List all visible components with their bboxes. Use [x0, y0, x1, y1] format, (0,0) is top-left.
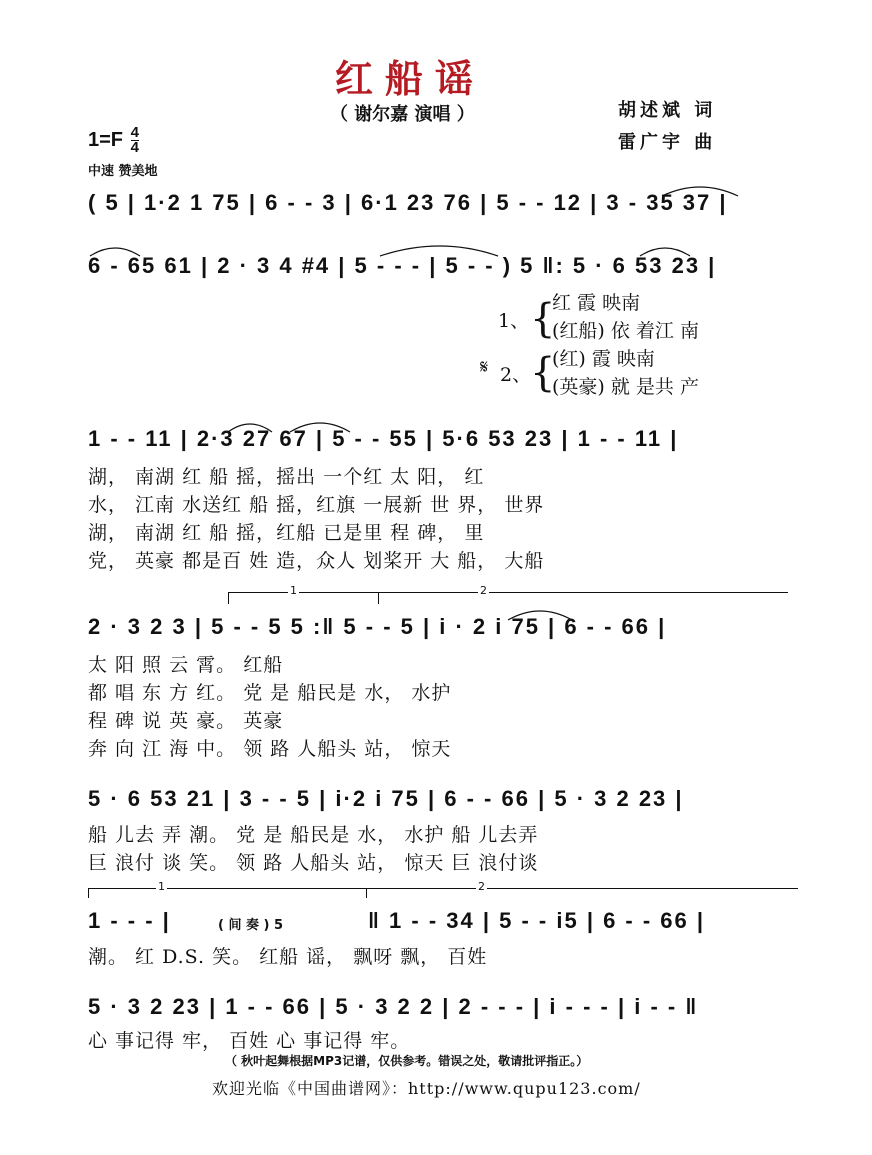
- score-row-4: 2 · 3 2 3 | 5 - - 5 5 :‖ 5 - - 5 | i · 2 i 75 | 6 - - 66 |: [88, 614, 667, 639]
- volta-2-number-b: 2: [478, 880, 485, 893]
- tempo-marking: 中速 赞美地: [88, 164, 158, 179]
- verse-line-1: 红 霞 映南: [552, 292, 641, 314]
- segno-sign: 𝄋: [480, 356, 489, 378]
- verse-1-brace: {: [530, 296, 556, 342]
- lyric-row-4-2: 都 唱 东 方 红。 党 是 船民是 水， 水护: [88, 682, 452, 704]
- verse-line-3: (红) 霞 映南: [552, 348, 655, 370]
- slur-3: [380, 246, 498, 256]
- score-row-2: 6 - 65 61 | 2 · 3 4 #4 | 5 - - - | 5 - - ) 5 ‖: 5 · 6 53 23 |: [88, 253, 717, 278]
- verse-line-2: (红船) 依 着江 南: [552, 320, 699, 342]
- lyricist-credit: 胡述斌 词: [618, 100, 717, 121]
- site-footer: 欢迎光临《中国曲谱网》：http://www.qupu123.com/: [212, 1079, 641, 1098]
- time-denominator: 4: [130, 139, 139, 156]
- score-row-6a: 1 - - - |: [88, 908, 171, 933]
- key-label: 1=F: [88, 128, 124, 151]
- lyric-row-4-1: 太 阳 照 云 霄。 红船: [88, 654, 284, 676]
- volta-1-number-b: 1: [158, 880, 165, 893]
- lyric-row-3-3: 湖， 南湖 红 船 摇，红船 已是里 程 碑， 里: [88, 522, 485, 544]
- score-row-7: 5 · 3 2 23 | 1 - - 66 | 5 · 3 2 2 | 2 - - - | i - - - | i - - ‖: [88, 994, 699, 1019]
- lyric-row-5-1: 船 儿去 弄 潮。 党 是 船民是 水， 水护 船 儿去弄: [88, 824, 539, 846]
- composer-credit: 雷广宇 曲: [618, 132, 717, 153]
- verse-1-label: 1、: [498, 310, 530, 332]
- lyric-row-3-1: 湖， 南湖 红 船 摇，摇出 一个红 太 阳， 红: [88, 466, 485, 488]
- score-row-3: 1 - - 11 | 2·3 27 67 | 5 - - 55 | 5·6 53 23 | 1 - - 11 |: [88, 426, 679, 451]
- transcription-note: （ 秋叶起舞根据MP3记谱，仅供参考。错误之处，敬请批评指正。）: [225, 1054, 589, 1068]
- score-row-6b: ‖ 1 - - 34 | 5 - - i5 | 6 - - 66 |: [368, 908, 706, 933]
- lyric-row-3-4: 党， 英豪 都是百 姓 造，众人 划桨开 大 船， 大船: [88, 550, 545, 572]
- slur-5: [228, 424, 272, 432]
- slur-4: [640, 248, 690, 256]
- verse-2-label: 2、: [500, 364, 532, 386]
- singer-credit: （ 谢尔嘉 演唱 ）: [330, 104, 475, 125]
- lyric-row-4-3: 程 碑 说 英 豪。 英豪: [88, 710, 284, 732]
- lyric-row-5-2: 巨 浪付 谈 笑。 领 路 人船头 站， 惊天 巨 浪付谈: [88, 852, 539, 874]
- score-row-5: 5 · 6 53 21 | 3 - - 5 | i·2 i 75 | 6 - - 66 | 5 · 3 2 23 |: [88, 786, 684, 811]
- lyric-row-6: 潮。 红 D.S. 笑。 红船 谣， 飘呀 飘， 百姓: [88, 946, 488, 968]
- slur-1: [662, 187, 738, 196]
- slur-7: [508, 611, 572, 620]
- verse-2-brace: {: [530, 350, 556, 396]
- lyric-row-3-2: 水， 江南 水送红 船 摇，红旗 一展新 世 界， 世界: [88, 494, 545, 516]
- slur-2: [90, 248, 140, 256]
- volta-1-number-a: 1: [290, 584, 297, 597]
- interlude-marking: ( 间 奏 ) 5: [218, 918, 284, 933]
- verse-line-4: (英豪) 就 是共 产: [552, 376, 699, 398]
- lyric-row-4-4: 奔 向 江 海 中。 领 路 人船头 站， 惊天: [88, 738, 452, 760]
- slur-6: [290, 423, 350, 432]
- song-title: 红船谣: [334, 56, 485, 101]
- time-numerator: 4: [130, 124, 139, 141]
- lyric-row-7: 心 事记得 牢， 百姓 心 事记得 牢。: [88, 1030, 411, 1052]
- score-row-1: ( 5 | 1·2 1 75 | 6 - - 3 | 6·1 23 76 | 5 - - 12 | 3 - 35 37 |: [88, 190, 728, 215]
- volta-2-number-a: 2: [480, 584, 487, 597]
